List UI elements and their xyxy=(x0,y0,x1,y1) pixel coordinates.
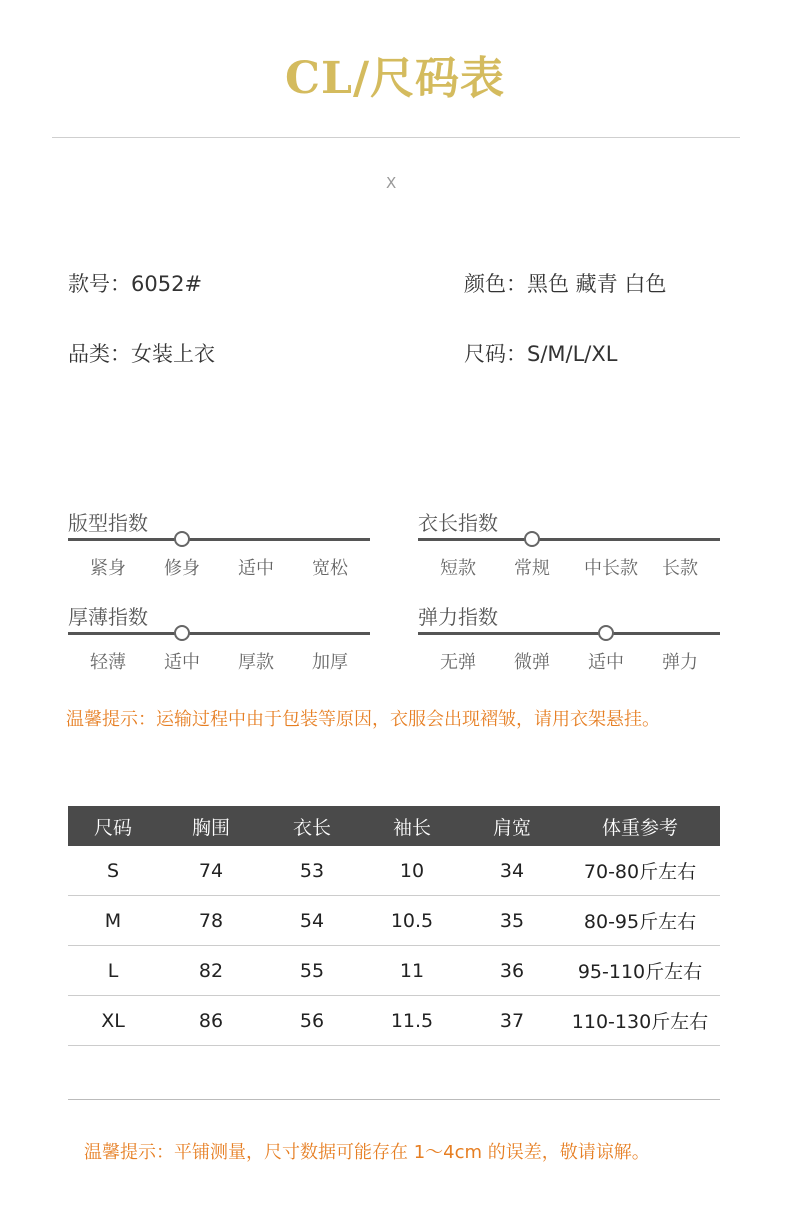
measurement-notice: 温馨提示：平铺测量，尺寸数据可能存在 1～4cm 的误差，敬请谅解。 xyxy=(84,1142,650,1163)
size-info: 尺码：S/M/L/XL xyxy=(464,342,618,366)
table-cell: 74 xyxy=(158,846,264,896)
length-option: 常规 xyxy=(514,558,550,579)
table-cell: 95-110斤左右 xyxy=(560,946,720,996)
stretch-index-bar xyxy=(418,632,720,635)
fit-index-label: 版型指数 xyxy=(68,511,148,535)
table-cell: XL xyxy=(68,996,158,1046)
table-cell: 34 xyxy=(464,846,560,896)
bottom-divider xyxy=(68,1099,720,1100)
table-cell: 11.5 xyxy=(360,996,464,1046)
thickness-index-label: 厚薄指数 xyxy=(68,605,148,629)
stretch-index-marker xyxy=(598,625,614,641)
header-bust: 胸围 xyxy=(158,806,264,846)
table-cell: L xyxy=(68,946,158,996)
table-cell: 36 xyxy=(464,946,560,996)
fit-option: 适中 xyxy=(238,558,274,579)
length-index-label: 衣长指数 xyxy=(418,511,498,535)
style-number: 款号：6052# xyxy=(68,272,203,296)
table-cell: 86 xyxy=(158,996,264,1046)
table-cell: 55 xyxy=(264,946,360,996)
table-cell: 53 xyxy=(264,846,360,896)
length-index-marker xyxy=(524,531,540,547)
table-row xyxy=(68,896,720,946)
table-cell: S xyxy=(68,846,158,896)
table-row xyxy=(68,846,720,896)
fit-index-bar xyxy=(68,538,370,541)
header-size: 尺码 xyxy=(68,806,158,846)
fit-option: 宽松 xyxy=(312,558,348,579)
header-sleeve: 袖长 xyxy=(360,806,464,846)
table-cell: 82 xyxy=(158,946,264,996)
table-cell: 54 xyxy=(264,896,360,946)
stretch-option: 无弹 xyxy=(440,652,476,673)
stretch-option: 微弹 xyxy=(514,652,550,673)
stretch-index-options xyxy=(418,648,720,674)
length-option: 中长款 xyxy=(584,558,638,579)
table-cell: 35 xyxy=(464,896,560,946)
color-info: 颜色：黑色 藏青 白色 xyxy=(464,272,667,296)
category-info: 品类：女装上衣 xyxy=(68,342,215,366)
table-cell: 70-80斤左右 xyxy=(560,846,720,896)
shipping-notice: 温馨提示：运输过程中由于包装等原因，衣服会出现褶皱，请用衣架悬挂。 xyxy=(66,709,660,730)
table-row xyxy=(68,946,720,996)
table-cell: 78 xyxy=(158,896,264,946)
table-row xyxy=(68,996,720,1046)
stretch-option: 弹力 xyxy=(662,652,698,673)
table-cell: 11 xyxy=(360,946,464,996)
fit-index-marker xyxy=(174,531,190,547)
table-cell: 37 xyxy=(464,996,560,1046)
thickness-option: 加厚 xyxy=(312,652,348,673)
fit-option: 紧身 xyxy=(90,558,126,579)
title-divider xyxy=(52,137,740,138)
page-title: CL/尺码表 xyxy=(284,53,506,104)
table-cell: 80-95斤左右 xyxy=(560,896,720,946)
length-index-bar xyxy=(418,538,720,541)
stretch-index-label: 弹力指数 xyxy=(418,605,498,629)
fit-index-options xyxy=(68,554,370,580)
fit-option: 修身 xyxy=(164,558,200,579)
length-index-options xyxy=(418,554,720,580)
table-cell: 10 xyxy=(360,846,464,896)
thickness-option: 厚款 xyxy=(238,652,274,673)
length-option: 短款 xyxy=(440,558,476,579)
table-header-row xyxy=(68,806,720,846)
table-cell: 110-130斤左右 xyxy=(560,996,720,1046)
table-cell: M xyxy=(68,896,158,946)
stretch-option: 适中 xyxy=(588,652,624,673)
table-cell: 56 xyxy=(264,996,360,1046)
thickness-index-bar xyxy=(68,632,370,635)
header-shoulder: 肩宽 xyxy=(464,806,560,846)
thickness-index-marker xyxy=(174,625,190,641)
thickness-option: 轻薄 xyxy=(90,652,126,673)
size-table xyxy=(68,806,720,1046)
close-icon[interactable]: X xyxy=(386,174,397,192)
length-option: 长款 xyxy=(662,558,698,579)
header-weight: 体重参考 xyxy=(560,806,720,846)
header-length: 衣长 xyxy=(264,806,360,846)
table-cell: 10.5 xyxy=(360,896,464,946)
thickness-option: 适中 xyxy=(164,652,200,673)
thickness-index-options xyxy=(68,648,370,674)
